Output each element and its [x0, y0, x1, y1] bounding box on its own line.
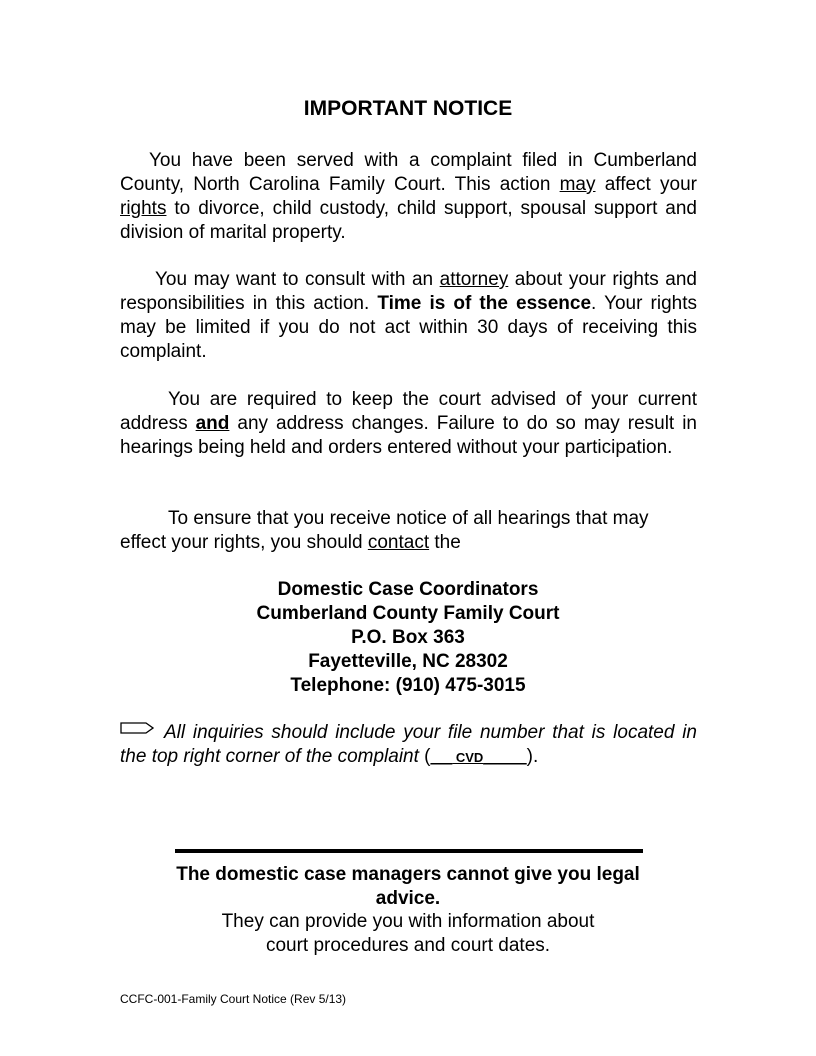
text: affect your: [595, 174, 697, 195]
underlined-contact: contact: [367, 532, 430, 553]
text: about your rights and responsibilities in this action.: [120, 269, 697, 314]
contact-address-block: [0, 578, 816, 698]
inquiry-paragraph: [120, 721, 697, 770]
text: All inquiries should include your file number that is located in the top right corner of the complaint: [120, 722, 697, 768]
text: the: [429, 532, 461, 553]
form-footer: CCFC-001-Family Court Notice (Rev 5/13): [120, 992, 347, 1006]
arrow-pointer-icon: [120, 717, 154, 741]
paragraph-contact: [120, 507, 697, 555]
underlined-and: and: [195, 413, 230, 434]
address-line: Domestic Case Coordinators: [277, 579, 539, 600]
address-line: Fayetteville, NC 28302: [308, 651, 508, 672]
blank: ______: [483, 750, 527, 766]
advice-block: [0, 863, 816, 957]
text: any address changes. Failure to do so may result in hearings being held and orders entered without your participation.: [120, 413, 698, 458]
underlined-rights: rights: [120, 198, 167, 219]
text: You may want to consult with an: [155, 269, 440, 290]
text: (: [418, 746, 431, 768]
text: . Your rights may be limited if you do not act within 30 days of receiving this complaint.: [120, 293, 698, 362]
address-line: Cumberland County Family Court: [256, 603, 560, 624]
advice-line: court procedures and court dates.: [265, 934, 551, 956]
divider-rule: [175, 849, 643, 853]
paragraph-attorney: [120, 268, 697, 364]
underlined-may: may: [559, 174, 596, 195]
text: ).: [526, 746, 539, 768]
text: to divorce, child custody, child support, spousal support and division of marital property.: [120, 198, 697, 243]
text: You have been served with a complaint filed in Cumberland County, North Carolina Family Court. This action: [120, 150, 697, 195]
underlined-attorney: attorney: [439, 269, 509, 290]
blank: ___: [430, 750, 453, 766]
advice-line: They can provide you with information about: [221, 911, 595, 932]
text: To ensure that you receive notice of all hearings that may effect your rights, you should: [120, 508, 649, 553]
bold-time-essence: Time is of the essence: [377, 293, 592, 314]
paragraph-served: [120, 149, 697, 245]
paragraph-address: [120, 388, 697, 460]
text: You are required to keep the court advised of your current address: [120, 389, 697, 434]
cvd-label: CVD: [452, 750, 484, 766]
legal-advice-disclaimer: The domestic case managers cannot give you legal advice.: [176, 864, 640, 909]
page-title: IMPORTANT NOTICE: [303, 97, 513, 120]
address-line: P.O. Box 363: [351, 627, 465, 648]
telephone-line: Telephone: (910) 475-3015: [290, 675, 526, 696]
